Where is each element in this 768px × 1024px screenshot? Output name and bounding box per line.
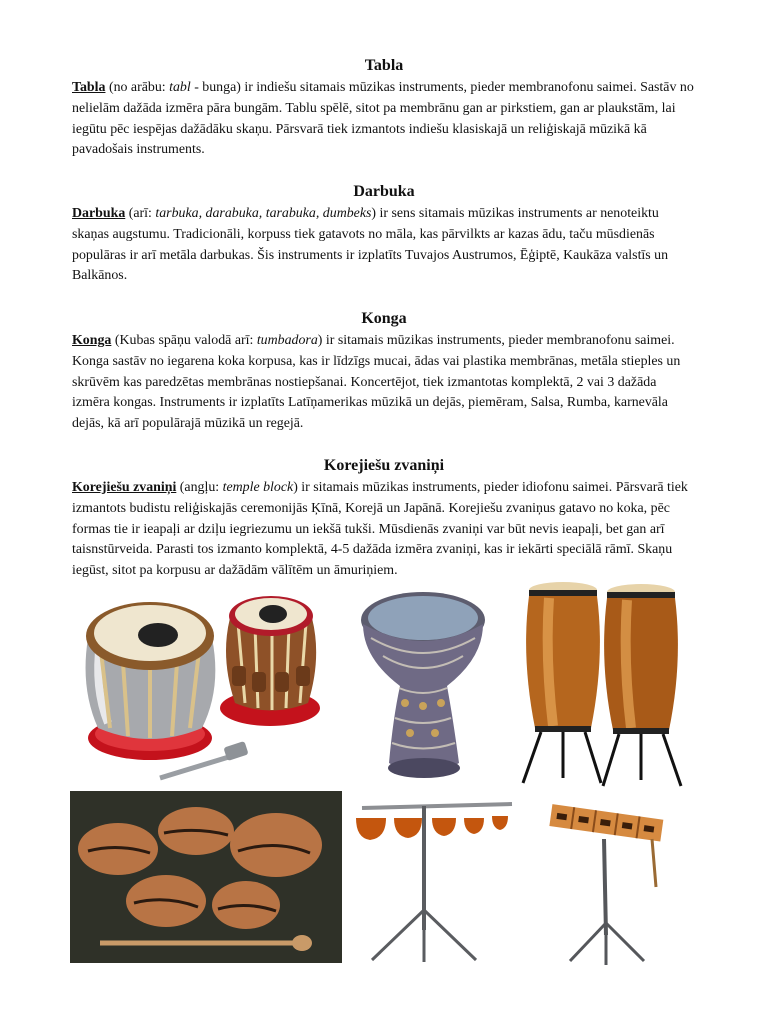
wood-block-stand-photo <box>540 795 670 967</box>
section-text-tabla <box>72 78 694 161</box>
tabla-photo <box>70 588 332 788</box>
text-fragment: (angļu: <box>176 480 223 495</box>
darbuka-photo <box>355 588 495 788</box>
term-tabla: Tabla <box>72 80 106 95</box>
text-fragment: ) ir sitamais mūzikas instruments, pieder membranofonu saimei. Konga sastāv no iegarena koka korpusa, kas ir līdzīgs mucai, ādas vai plastika membrānas, metāla stieples un skrūvēm kas paredzētas membrānas nostiepšanai. Koncertējot, tiek izmantotas komplektā, 2 vai 3 dažāda izmēra kongas. Instruments ir izplatīts Latīņamerikas mūzikā un dejās, piemēram, Salsa, Rumba, karnevāla dejās, kā arī populārajā mūzikā un regejā. <box>72 333 681 432</box>
term-temple-blocks: Korejiešu zvaniņi <box>72 480 177 495</box>
text-fragment: (no arābu: <box>105 80 170 95</box>
section-heading-temple-blocks: Korejiešu zvaniņi <box>323 457 445 474</box>
italic-fragment: temple block <box>222 480 294 495</box>
section-heading-darbuka: Darbuka <box>353 183 415 200</box>
italic-fragment: tabl <box>169 80 191 95</box>
temple-blocks-photo <box>70 791 342 963</box>
section-text-temple-blocks <box>72 478 694 582</box>
section-text-konga <box>72 331 694 435</box>
text-fragment: (Kubas spāņu valodā arī: <box>111 333 257 348</box>
text-fragment: ) ir sitamais mūzikas instruments, pieder idiofonu saimei. Pārsvarā tiek izmantots budistu reliģiskajās ceremonijās Ķīnā, Korejā un Japānā. Korejiešu zvaniņus gatavo no koka, pēc formas tie ir ieapaļi ar dziļu iegriezumu un iekšā tukši. Mūsdienās zvaniņi var būt nevis ieapaļi, bet gan arī taisnstūrveida. Parasti tos izmanto komplektā, 4-5 dažāda izmēra zvaniņi, kas ir iekārti speciālā rāmī. Skaņu iegūst, sitot pa korpusu ar dažādām vālītēm un āmuriņiem. <box>72 480 688 579</box>
term-darbuka: Darbuka <box>72 206 126 221</box>
conga-photo <box>515 578 693 790</box>
text-fragment: - bunga) ir indiešu sitamais mūzikas instruments, pieder membranofonu saimei. Sastāv no nelielām dažāda izmēra pāra bungām. Tablu spēlē, sitot pa membrānu gan ar pirkstiem, gan ar plaukstām, lai iegūtu pēc iespējas dažādāku skaņu. Pārsvarā tiek izmantots indiešu klasiskajā un reliģiskajā mūzikā kā pavadošais instruments. <box>72 80 694 158</box>
text-fragment: (arī: <box>125 206 156 221</box>
section-text-darbuka <box>72 204 694 287</box>
italic-fragment: tarbuka, darabuka, tarabuka, dumbeks <box>155 206 372 221</box>
italic-fragment: tumbadora <box>256 333 318 348</box>
term-konga: Konga <box>72 333 112 348</box>
temple-blocks-stand-photo <box>352 790 516 968</box>
section-heading-konga: Konga <box>361 310 407 327</box>
text-fragment: ) ir sens sitamais mūzikas instruments ar nenoteiktu skaņas augstumu. Tradicionāli, korpuss tiek gatavots no māla, kas pārvilkts ar kazas ādu, taču mūsdienās populāras ir arī metāla darbukas. Šis instruments ir izplatīts Tuvajos Austrumos, Ēģiptē, Kaukāza valstīs un Balkānos. <box>72 206 669 284</box>
section-heading-tabla: Tabla <box>364 57 404 74</box>
